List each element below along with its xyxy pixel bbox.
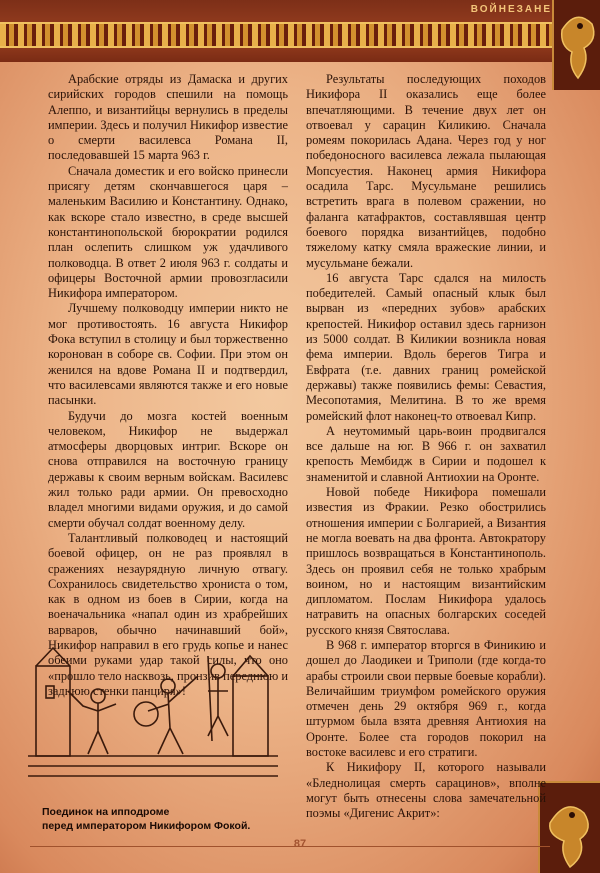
paragraph: Результаты последующих походов Никифора II оказались еще более впечатляющими. В течение двух лет он отвоевал у сарацин Киликию. Сначала ромеям покорилась Адана. Через год у ног победоносного василевса лежала пылающая Мопсуестия. Наконец армия Никифора осадила Тарс. Мусульмане решились встретить врага в полевом сражении, но фаланга катафрактов, составлявшая центр боевого порядка византийцев, подобно тяжелому катку смяла вражеские линии, и мусульмане бежали. [306,72,546,270]
page-number: 87 [293,838,307,850]
paragraph: Лучшему полководцу империи никто не мог противостоять. 16 августа Никифор Фока вступил в столицу и был торжественно коронован в соборе св. Софии. При этом он женился на вдове Романа II и подтвердил, что василевсами являются также и его новые пасынки. [48,301,288,408]
corner-illustration-bottom [538,781,600,873]
corner-illustration-top [552,0,600,90]
header-ornament [0,22,556,48]
paragraph: Новой победе Никифора помешали известия из Фракии. Резко обострились отношения империи с Болгарией, а Византия не могла воевать на два фронта. Автократору пришлось возвращаться в Константинополь. Здесь он проявил себя не только храбрым воином, но и настоящим византийским дипломатом. Послам Никифора удалось натравить на опасных болгарских соседей русского князя Святослава. [306,485,546,637]
right-column [306,72,546,822]
paragraph: В 968 г. император вторгся в Финикию и дошел до Лаодикеи и Триполи (где когда-то арабы строили свои первые боевые корабли). Величайшим триумфом ромейского оружия отмечен день 29 октября 969 г., когда штурмом была взята древняя Антиохия на Оронте. Более ста городов покорил на востоке василевс и его стратиги. [306,637,546,760]
paragraph: Талантливый полководец и настоящий боевой офицер, он не раз проявлял в сражениях незаурядную личную отвагу. Сохранилось свидетельство хрониста о том, как в одном из боев в Сирии, когда на военачальника «напал один из храбрейших варваров, обычно начинавший бой», Никифор направил в его грудь копье и нанес обеими руками удар такой силы, что оно «прошло тело насквозь, пронзив переднюю и заднюю стенки панциря»! [48,530,288,698]
duel-illustration [28,636,278,786]
paragraph: К Никифору II, которого называли «Бледнолицая смерть сарацинов», вполне могут быть отнесены слова замечательной поэмы «Дигенис Акрит»: [306,760,546,821]
caption-line: Поединок на ипподроме [42,806,170,818]
paragraph: Сначала доместик и его войско принесли присягу детям скончавшегося царя – маленьким Василию и Константину. Однако, как вскоре стало известно, в среде высшей константинопольской бюрократии родился план ослепить слишком уж удачливого полководца. В ответ 2 июля 963 г. солдаты и офицеры Восточной армии провозгласили Никифора императором. [48,163,288,301]
header-band [0,0,600,62]
section-title: ВОЙНЕЗАНЕ [470,4,552,15]
left-column [48,72,288,699]
caption-line: перед императором Никифором Фокой. [42,820,251,832]
illustration-caption [42,805,292,833]
paragraph: Арабские отряды из Дамаска и других сирийских городов спешили на помощь Алеппо, и византийцы вернулись в пределы империи. Здесь и получил Никифор известие о смерти василевса Романа II, последовавшей 15 марта 963 г. [48,72,288,163]
paragraph: 16 августа Тарс сдался на милость победителей. Самый опасный клык был вырван из «передних зубов» арабских крепостей. Никифор оставил здесь гарнизон из 5000 солдат. В Киликии возникла новая фема империи. Вдоль берегов Тигра и Евфрата (т.е. давних границ ромейской державы) также появились фемы: Севастия, Месопотамия, Мелитина. В то же время ромейский флот наконец-то отвоевал Кипр. [306,270,546,423]
paragraph: Будучи до мозга костей военным человеком, Никифор не выдержал атмосферы дворцовых интриг. Вскоре он снова отправился на восточную границу державы к своим верным войскам. Василевс жил только ради армии. Он превосходно владел многими видами оружия, и до самой смерти обучал солдат военному делу. [48,408,288,530]
paragraph: А неутомимый царь-воин продвигался все дальше на юг. В 966 г. он захватил крепость Мембидж в Сирии и подошел к знаменитой и славной Антиохии на Оронте. [306,423,546,484]
